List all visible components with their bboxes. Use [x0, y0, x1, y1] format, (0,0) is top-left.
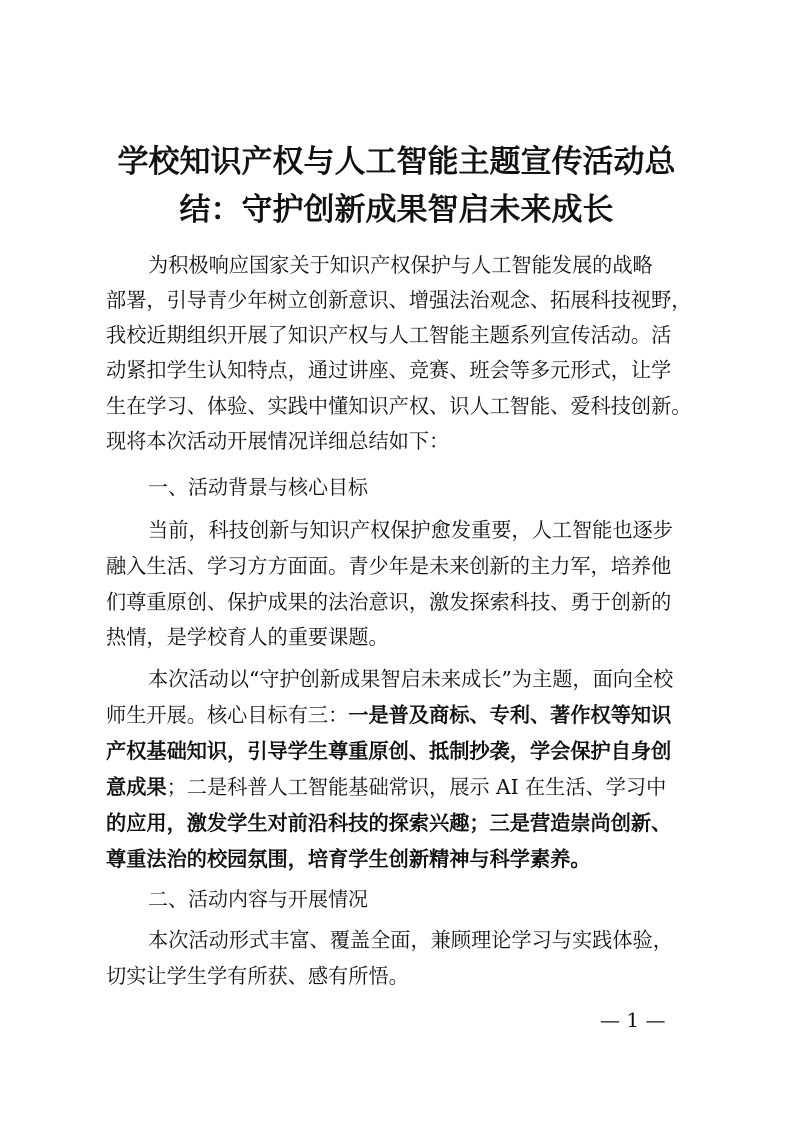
paragraph-line: 切实让学生学有所获、感有所悟。: [106, 964, 409, 988]
text-bold: 意成果: [106, 775, 167, 799]
title-line: 结：守护创新成果智启未来成长: [179, 192, 614, 228]
intro-line: 部署，引导青少年树立创新意识、增强法治观念、拓展科技视野，: [106, 288, 692, 312]
paragraph-line: [106, 774, 697, 800]
intro-line: 为积极响应国家关于知识产权保护与人工智能发展的战略: [148, 253, 653, 277]
paragraph-line-bold: 产权基础知识，引导学生尊重原创、抵制抄袭，学会保护自身创: [106, 739, 672, 763]
page-number: — 1 —: [600, 1008, 666, 1032]
intro-line: 生在学习、体验、实践中懂知识产权、识人工智能、爱科技创新。: [106, 394, 692, 418]
paragraph-line-bold: 尊重法治的校园氛围，培育学生创新精神与科学素养。: [106, 847, 591, 871]
intro-line: 我校近期组织开展了知识产权与人工智能主题系列宣传活动。活: [106, 323, 672, 347]
intro-line: 动紧扣学生认知特点，通过讲座、竞赛、班会等多元形式，让学: [106, 358, 672, 382]
title-line: 学校知识产权与人工智能主题宣传活动总: [117, 144, 676, 180]
paragraph-line: 本次活动以“守护创新成果智启未来成长”为主题，面向全校: [148, 667, 674, 691]
text-normal: 师生开展。核心目标有三：: [106, 703, 349, 727]
paragraph-line: 们尊重原创、保护成果的法治意识，激发探索科技、勇于创新的: [106, 590, 672, 614]
text-bold: 一是普及商标、专利、著作权等知识: [348, 703, 672, 727]
paragraph-line: 热情，是学校育人的重要课题。: [106, 625, 389, 649]
paragraph-line: 当前，科技创新与知识产权保护愈发重要，人工智能也逐步: [148, 518, 673, 542]
intro-line: 现将本次活动开展情况详细总结如下：: [106, 429, 450, 453]
text-normal: ；二是科普人工智能基础常识，展示 AI 在生活、学习中: [166, 775, 667, 799]
document-title: [95, 138, 698, 234]
paragraph-line: 本次活动形式丰富、覆盖全面，兼顾理论学习与实践体验，: [148, 928, 673, 952]
paragraph-line: [106, 702, 697, 728]
paragraph-line-bold: 的应用，激发学生对前沿科技的探索兴趣；三是营造崇尚创新、: [106, 811, 672, 835]
section-heading: 一、活动背景与核心目标: [148, 475, 368, 499]
paragraph-line: 融入生活、学习方方面面。青少年是未来创新的主力军，培养他: [106, 554, 672, 578]
section-heading: 二、活动内容与开展情况: [148, 887, 368, 911]
